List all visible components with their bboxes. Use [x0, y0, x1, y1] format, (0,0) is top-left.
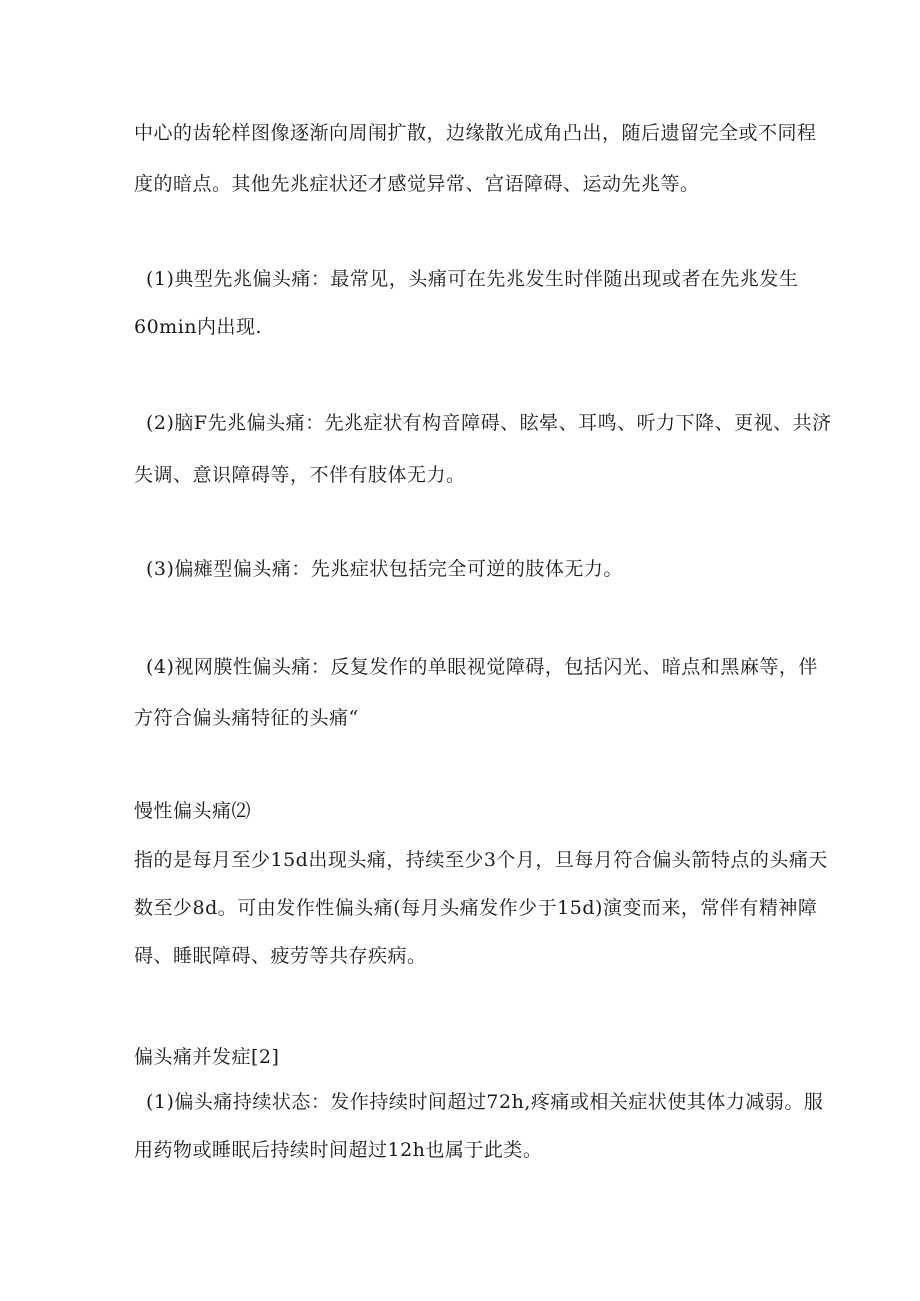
- chronic-line-1: 指的是每月至少15d出现头痛，持续至少3个月，旦每月符合偏头箭特点的头痛天: [134, 849, 828, 871]
- chronic-line-3: 碍、睡眠障碍、疲劳等共存疾病。: [134, 945, 427, 967]
- chronic-heading: 慢性偏头痛⑵: [134, 800, 252, 822]
- intro-line-2: 度的暗点。其他先兆症状还才感觉异常、宫语障碍、运动先兆等。: [134, 173, 700, 195]
- item3-line-1: (3)偏瘫型偏头痛：先兆症状包括完全可逆的肢体无力。: [146, 558, 623, 580]
- complications-line-1: (1)偏头痛持续状态：发作持续时间超过72h,疼痛或相关症状使其体力减弱。服: [146, 1091, 824, 1113]
- item1-line-2: 60min内出现.: [134, 316, 263, 338]
- intro-line-1: 中心的齿轮样图像逐渐向周闱扩散，边缘散光成角凸出，随后遗留完全或不同程: [134, 122, 817, 144]
- item4-line-2: 方符合偏头痛特征的头痛“: [134, 707, 359, 729]
- item2-line-1: (2)脑F先兆偏头痛：先兆症状有构音障碍、眩晕、耳鸣、听力下降、更视、共济: [146, 412, 832, 434]
- item4-line-1: (4)视网膜性偏头痛：反复发作的单眼视觉障碍，包括闪光、暗点和黑麻等，伴: [146, 656, 818, 678]
- chronic-line-2: 数至少8d。可由发作性偏头痛(每月头痛发作少于15d)演变而来，常伴有精神障: [134, 897, 818, 919]
- complications-line-2: 用药物或睡眠后持续时间超过12h也属于此类。: [134, 1139, 543, 1161]
- item1-line-1: (1)典型先兆偏头痛：最常见，头痛可在先兆发生时伴随出现或者在先兆发生: [146, 268, 799, 290]
- item2-line-2: 失调、意识障碍等，不伴有肢体无力。: [134, 464, 466, 486]
- complications-heading: 偏头痛并发症[2]: [134, 1046, 280, 1068]
